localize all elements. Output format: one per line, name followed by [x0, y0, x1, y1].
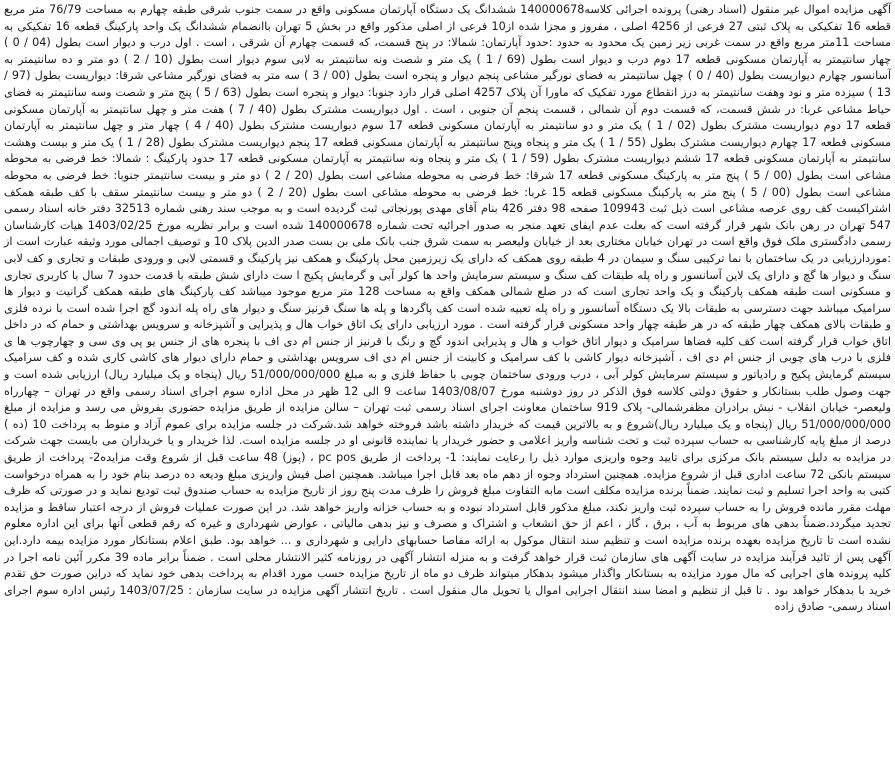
- auction-notice-text: آگهی مزایده اموال غیر منقول (اسناد رهنی) پرونده اجرائی کلاسه140000678 ششدانگ یک دستگاه آپارتمان مسکونی واقع در سمت جنوب شرقی طبقه چهارم به مساحت 76/79 متر مربع قطعه 16 تفکیکی به پلاک ثبتی 27 فرعی از 4256 اصلی ، مفروز و مجزا شده از10 فرعی از اصلی مذکور واقع در بخش 5 تهران باانضمام ششدانگ یک واحد پارکینگ قطعه 16 تفکیکی به مساحت 11متر مربع واقع در سمت غربی زیر زمین یک محدود به حدود :حدود آپارتمان: شمالا: در پنج قسمت، که قسمت چهارم آن شرقی ، است . اول درب و دیوار است بطول (04 / 0 ) چهار سانتیمتر به آپارتمان مسکونی قطعه 17 دوم درب و دیوار است بطول (69 / 1 ) یک متر و شصت ونه سانتیمتر به لابی سوم دیوار است بطول (10 / 2 ) دو متر و ده سانتیمتر به آسانسور چهارم دیواریست بطول (40 / 0 ) چهل سانتیمتر به فضای نورگیر مشاعی پنجم دیوار و پنجره است بطول (00 / 3 ) سه متر به فضای نورگیر مشاعی شرقا: دیواریست بطول (97 / 13 ) سیزده متر و نود وهفت سانتیمتر به درز انقطاع مورد تفکیک که ماورا آن پلاک 4257 اصلی قرار دارد جنوبا: دیوار و پنجره است بطول (63 / 5 ) پنج متر و شصت وسه سانتیمتر به فضای حیاط مشاعی غربا: در شش قسمت، که قسمت دوم آن شمالی ، قسمت پنجم آن جنوبی ، است . اول دیواریست مشترک بطول (40 / 7 ) هفت متر و چهل سانتیمتر به آپارتمان مسکونی قطعه 17 دوم دیواریست مشترک بطول (02 / 1 ) یک متر و دو سانتیمتر به آپارتمان مسکونی قطعه 17 سوم دیواریست مشترک بطول (40 / 4 ) چهار متر و چهل سانتیمتر به آپارتمان مسکونی قطعه 17 چهارم دیواریست مشترک بطول (55 / 1 ) یک متر و پنجاه وپنج سانتیمتر به آپارتمان مسکونی قطعه 17 پنجم دیواریست مشترک بطول (28 / 1 ) یک متر و بیست وهشت سانتیمتر به آپارتمان مسکونی قطعه 17 ششم دیواریست مشترک بطول (59 / 1 ) یک متر و پنجاه ونه سانتیمتر به آپارتمان مسکونی قطعه 17 حدود پارکینگ : شمالا: خط فرضی به محوطه مشاعی است بطول (00 / 5 ) پنج متر به پارکینگ مسکونی قطعه 17 شرقا: خط فرضی به محوطه مشاعی است بطول (20 / 2 ) دو متر و بیست سانتیمتر جنوبا: خط فرضی به محوطه مشاعی است بطول (00 / 5 ) پنج متر به پارکینگ مسکونی قطعه 15 غربا: خط فرضی به محوطه مشاعی است بطول (20 / 2 ) دو متر و بیست سانتیمتر سقف با کف طبقه همکف اشتراکیست کف روی عرصه مشاعی است ذیل ثبت 109943 صفحه 98 دفتر 426 بنام آقای مهدی پورنجاتی ثبت گردیده است و به موجب سند رهنی شماره 32513 دفتر خانه اسناد رسمی 547 تهران در رهن بانک شهر قرار گرفته است که بعلت عدم ایفای تعهد منجر به صدور اجرائیه تحت شماره 140000678 شده است و برابر نظریه مورخ 1403/02/25 هیات کارشناسان رسمی دادگستری ملک فوق واقع است در تهران خیابان مختاری بعد از خیابان ولیعصر به سمت شرق جنب بانک ملی بن بست صدر الدین پلاک 10 و توصیف اجمالی مورد وثیقه عبارت است از :موردارزیابی در یک ساختمان با نما ترکیبی سنگ و سیمان در 4 طبقه روی همکف که دارای یک زیرزمین محل پارکینگ و همکف نیز پارکینگ و قسمتی لابی و ورودی طبقات و تجاری و کف لابی سنگ و دیوار ها گچ و دارای یک لاین آسانسور و راه پله طبقات کف سنگ و سیستم سرمایش واحد ها کولر آبی و گرمایش پکیج ا ست دارای شش طبقه با قدمت حدود 7 سال با کاربری تجاری و مسکونی است طبقه همکف پارکینگ و یک واحد تجاری است که در ضلع شمالی همکف واقع به مساحت 128 متر مربع موجود میباشد کف پارکینگ های طبقه همکف گرانیت و دیوار ها سرامیک میباشد جهت دسترسی به طبقات بالا یک دستگاه آسانسور و راه پله تعبیه شده است کف پاگردها و پله ها سنگ قرنیز سنگ و دیوار های راه پله اندود گچ اجرا شده است با نرده فلزی و طبقات بالای همکف چهار طبقه که در هر طبقه چهار واحد مسکونی قرار گرفته است . مورد ارزیابی دارای یک اتاق خواب هال و پذیرایی و آشپزخانه و سرویس بهداشتی و حمام که در داخل اتاق خواب قرار گرفته است کف کلیه فضاها سرامیک و دیوار اتاق خواب و هال و پذیرایی اندود گچ و رنگ با قرنیز از جنس ام دی اف با پنجره های از جنس یو پی وی سی و چهارچوب ها ی فلزی با درب های چوبی از جنس ام دی اف ، آشپزخانه دیوار کاشی با کف سرامیک و کابینت از جنس ام دی اف سرویس بهداشتی و حمام دارای دیوار های کاشی کاری شده و کف سرامیک سیستم گرمایش پکیج و رادیاتور و سیستم سرمایش کولر آبی ، درب ورودی ساختمان چوبی با حفاظ فلزی و به مبلغ 51/000/000/000 ریال (پنجاه و یک میلیارد ریال) ارزیابی شده است و جهت وصول طلب بستانکار و حقوق دولتی کلاسه فوق الذکر در روز دوشنبه مورخ 1403/08/07 ساعت 9 الی 12 ظهر در محل اداره سوم اجرای اسناد رسمی واقع در تهران – چهارراه ولیعصر- خیابان انقلاب - نبش برادران مظفرشمالی- پلاک 919 ساختمان معاونت اجرای اسناد رسمی ثبت تهران – سالن مزایده از طریق مزایده حضوری بفروش می رسد و مزایده از مبلغ 51/000/000/000 ریال (پنجاه و یک میلیارد ریال)شروع و به بالاترین قیمت که خریدار داشته باشد فروخته خواهد شد.شرکت در جلسه مزایده برای عموم آزاد و منوط به پرداخت 10 (ده ) درصد از مبلغ پایه کارشناسی به حساب سپرده ثبت و تحت شناسه واریز اعلامی و حضور خریدار یا نماینده قانونی او در جلسه مزایده است. لذا خریدار و یا خریداران می بایست جهت شرکت در مزایده به دلیل سیستم بانک مرکزی برای تایید وجوه واریزی موارد ذیل را رعایت نمایند: 1- پرداخت از طریق pc pos ، (پوز) 48 ساعت قبل از شروع وقت مزایده2- پرداخت از طریق سیستم بانکی 72 ساعت اداری قبل از شروع مزایده. همچنین استرداد وجوه از دهم ماه بعد قابل اجرا میباشد. همچنین اصل فیش واریزی مبلغ ودیعه ده درصد بنام خود را به همراه درخواست کتبی به واحد اجرا تسلیم و ثبت نمایند. ضمناً برنده مزایده مکلف است مابه التفاوت مبلغ فروش را ظرف مدت پنج روز از تاریخ مزایده به حساب صندوق ثبت تودیع نماید و در صورتی که ظرف مهلت مقرر مانده فروش را به حساب سپرده ثبت واریز نکند، مبلغ مذکور قابل استرداد نبوده و به حساب خزانه واریز خواهد شد. در این صورت عملیات فروش از درجه اعتبار ساقط و مزایده تجدید میگردد.ضمناً بدهی های مربوط به آب ، برق ، گاز ، اعم از حق انشعاب و اشتراک و مصرف و نیز بدهی مالیاتی ، عوارض شهرداری و غیره که رقم قطعی آنها برای این اداره معلوم نشده است تا تاریخ مزایده بعهده برنده مزایده است و تنظیم سند انتقال موکول به ارائه مفاصا حسابهای دارایی و شهرداری و ... خواهد بود. طبق اعلام بستانکار مورد مزایده بیمه دارد.این آگهی پس از تائید فرآیند مزایده در سایت آگهی های سازمان ثبت قرار خواهد گرفت و به منزله انتشار آگهی در روزنامه کثیر الانتشار محلی است . ضمناً برابر ماده 39 مکرر آئین نامه اجرا در کلیه پرونده های اجرایی که مال مورد مزایده به بستانکار واگذار میشود بدهکار میتواند ظرف دو ماه از تاریخ مزایده حسب مورد اقدام به پرداخت بدهی خود نماید که دراین صورت حق تقدم خرید با بدهکار خواهد بود . تا قبل از تنظیم و امضا سند انتقال اجرایی اموال یا تحویل مال منقول است . تاریخ انتشار آگهی مزایده در سایت سازمان : 1403/07/25 رئیس اداره سوم اجرای اسناد رسمی- صادق زاده: [4, 3, 892, 614]
